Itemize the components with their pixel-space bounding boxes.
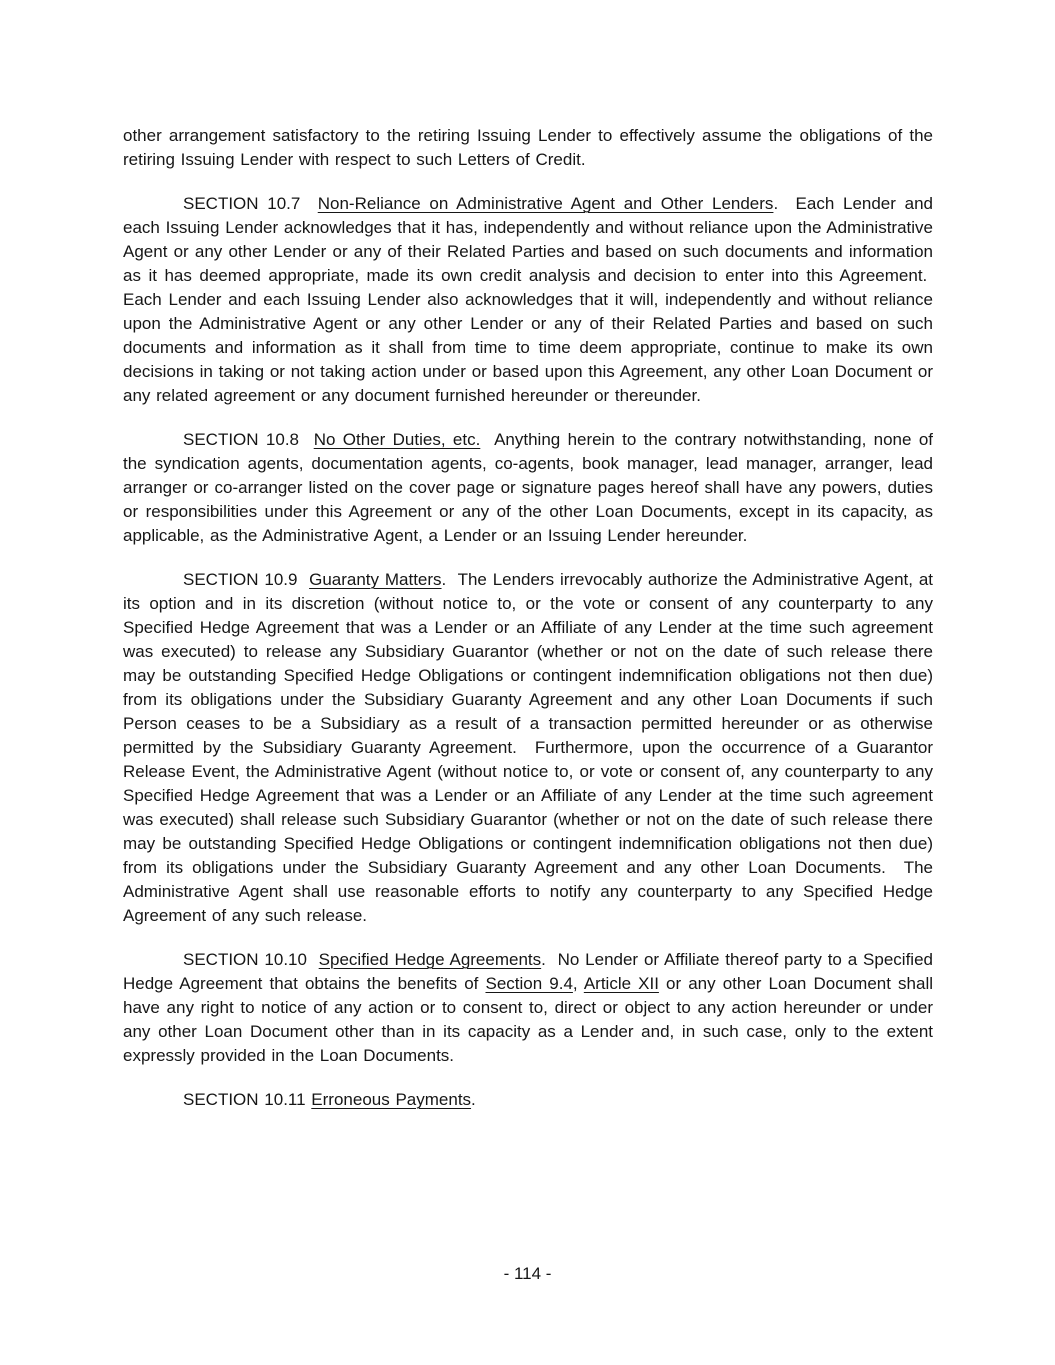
text-run: .: [471, 1090, 476, 1109]
underlined-text: Guaranty Matters: [309, 570, 442, 589]
section-10-10-paragraph: [123, 948, 933, 1068]
section-10-11-paragraph: [123, 1088, 933, 1112]
continuation-paragraph: [123, 124, 933, 172]
text-block: [123, 124, 933, 1132]
text-run: SECTION 10.8: [183, 430, 314, 449]
text-run: SECTION 10.11: [183, 1090, 312, 1109]
section-10-8-paragraph: [123, 428, 933, 548]
text-run: SECTION 10.10: [183, 950, 319, 969]
underlined-text: Specified Hedge Agreements: [318, 950, 542, 969]
text-run: other arrangement satisfactory to the retiring Issuing Lender to effectively assume the obligations of the retiring Issuing Lender with respect to such Letters of Credit.: [123, 126, 933, 169]
text-run: . No Lender or Affiliate thereof party to a Specified Hedge Agreement that obtains the benefits of: [123, 950, 933, 993]
text-run: . The Lenders irrevocably authorize the Administrative Agent, at its option and in its discretion (without notice to, or the vote or consent of any counterparty to any Specified Hedge Agreement that was a Lender or an Affiliate of any Lender at the time such agreement was executed) to release any Subsidiary Guarantor (whether or not on the date of such release there may be outstanding Specified Hedge Obligations or contingent indemnification obligations not then due) from its obligations under the Subsidiary Guaranty Agreement and any other Loan Documents if such Person ceases to be a Subsidiary as a result of a transaction permitted hereunder or as otherwise permitted by the Subsidiary Guaranty Agreement. Furthermore, upon the occurrence of a Guarantor Release Event, the Administrative Agent (without notice to, or vote or consent of, any counterparty to any Specified Hedge Agreement that was a Lender or an Affiliate of any Lender at the time such agreement was executed) shall release such Subsidiary Guarantor (whether or not on the date of such release there may be outstanding Specified Hedge Obligations or contingent indemnification obligations not then due) from its obligations under the Subsidiary Guaranty Agreement and any other Loan Documents. The Administrative Agent shall use reasonable efforts to notify any counterparty to any Specified Hedge Agreement of any such release.: [123, 570, 933, 925]
text-run: Anything herein to the contrary notwithstanding, none of the syndication agents, documentation agents, co-agents, book manager, lead manager, arranger, lead arranger or co-arranger listed on the cover page or signature pages hereof shall have any powers, duties or responsibilities under this Agreement or any of the other Loan Documents, except in its capacity, as applicable, as the Administrative Agent, a Lender or an Issuing Lender hereunder.: [123, 430, 933, 545]
text-run: ,: [572, 974, 584, 993]
text-run: or any other Loan Document shall have any right to notice of any action or to consent to, direct or object to any action hereunder or under any other Loan Document other than in its capacity as a Lender and, in such case, only to the extent expressly provided in the Loan Documents.: [123, 974, 934, 1065]
underlined-text: Article XII: [583, 974, 659, 993]
underlined-text: Erroneous Payments: [311, 1090, 472, 1109]
section-10-9-paragraph: [123, 568, 933, 928]
page-number: - 114 -: [503, 1264, 552, 1283]
section-10-7-paragraph: [123, 192, 933, 408]
underlined-text: Non-Reliance on Administrative Agent and Other Lenders: [317, 194, 774, 213]
underlined-text: Section 9.4: [485, 974, 573, 993]
underlined-text: No Other Duties, etc.: [313, 430, 481, 449]
text-run: . Each Lender and each Issuing Lender acknowledges that it has, independently and without reliance upon the Administrative Agent or any other Lender or any of their Related Parties and based on such documents and information as it has deemed appropriate, made its own credit analysis and decision to enter into this Agreement. Each Lender and each Issuing Lender also acknowledges that it will, independently and without reliance upon the Administrative Agent or any other Lender or any of their Related Parties and based on such documents and information as it shall from time to time deem appropriate, continue to make its own decisions in taking or not taking action under or based upon this Agreement, any other Loan Document or any related agreement or any document furnished hereunder or thereunder.: [123, 194, 933, 405]
text-run: SECTION 10.7: [183, 194, 318, 213]
text-run: SECTION 10.9: [183, 570, 310, 589]
